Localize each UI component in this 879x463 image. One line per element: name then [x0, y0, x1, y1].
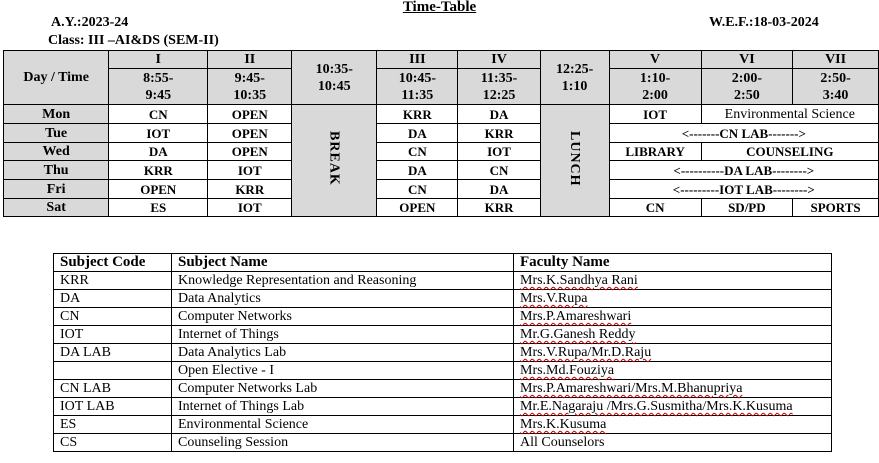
timetable-cell: SPORTS — [793, 199, 879, 217]
break-label: BREAK — [326, 131, 342, 186]
timetable-cell: OPEN — [377, 199, 458, 217]
day-time-header: Day / Time — [4, 51, 109, 105]
day-label: Thu — [4, 161, 109, 180]
subject-code: DA — [54, 290, 172, 308]
lab-cell: <-------CN LAB-------> — [609, 124, 878, 143]
subject-code — [54, 362, 172, 380]
lab-cell: <---------IOT LAB--------> — [609, 180, 878, 199]
subject-name: Internet of Things — [172, 326, 514, 344]
faculty-name: Mrs.V.Rupa/Mr.D.Raju — [514, 344, 832, 362]
timetable-cell: IOT — [609, 105, 701, 124]
timetable-cell: CN — [377, 180, 458, 199]
timetable-cell: KRR — [458, 124, 540, 143]
class-label: Class: III –AI&DS (SEM-II) — [48, 33, 219, 48]
period-number: I — [109, 51, 208, 69]
timetable-cell: DA — [458, 180, 540, 199]
lunch-label: LUNCH — [567, 130, 583, 187]
day-label: Tue — [4, 124, 109, 143]
period-number: IV — [458, 51, 540, 69]
faculty-name: Mrs.K.Sandhya Rani — [514, 272, 832, 290]
timetable-cell: ES — [109, 199, 208, 217]
period-time: 9:45- 10:35 — [208, 69, 292, 105]
day-label: Mon — [4, 105, 109, 124]
table-row — [54, 416, 832, 434]
period-time: 8:55- 9:45 — [109, 69, 208, 105]
period-time: 2:00- 2:50 — [701, 69, 793, 105]
timetable-cell: OPEN — [208, 105, 292, 124]
period-number: VI — [701, 51, 793, 69]
subject-name: Environmental Science — [172, 416, 514, 434]
table-row — [54, 326, 832, 344]
column-header: Faculty Name — [514, 254, 832, 272]
subject-name: Data Analytics Lab — [172, 344, 514, 362]
effective-date: W.E.F.:18-03-2024 — [709, 15, 819, 30]
lunch-time: 12:25- 1:10 — [540, 51, 609, 105]
timetable-cell: KRR — [458, 199, 540, 217]
subject-table — [53, 253, 832, 452]
timetable-cell: CN — [609, 199, 701, 217]
timetable-cell: CN — [458, 161, 540, 180]
table-row — [54, 344, 832, 362]
period-time: 11:35- 12:25 — [458, 69, 540, 105]
timetable-cell: KRR — [208, 180, 292, 199]
period-time: 2:50- 3:40 — [793, 69, 879, 105]
timetable-cell: IOT — [208, 199, 292, 217]
subject-name: Computer Networks — [172, 308, 514, 326]
faculty-name: Mrs.P.Amareshwari/Mrs.M.Bhanupriya — [514, 380, 832, 398]
subject-name: Internet of Things Lab — [172, 398, 514, 416]
break-column — [292, 105, 377, 217]
academic-year: A.Y.:2023-24 — [51, 15, 129, 30]
faculty-name: All Counselors — [514, 434, 832, 452]
faculty-name: Mr.G.Ganesh Reddy — [514, 326, 832, 344]
table-row — [54, 290, 832, 308]
subject-code: ES — [54, 416, 172, 434]
timetable-cell: COUNSELING — [701, 143, 878, 161]
table-row — [54, 272, 832, 290]
timetable-cell: LIBRARY — [609, 143, 701, 161]
faculty-name: Mr.E.Nagaraju /Mrs.G.Susmitha/Mrs.K.Kusuma — [514, 398, 832, 416]
timetable-cell: CN — [109, 105, 208, 124]
subject-code: DA LAB — [54, 344, 172, 362]
timetable-cell: Environmental Science — [701, 105, 878, 124]
timetable-cell: OPEN — [109, 180, 208, 199]
day-label: Sat — [4, 199, 109, 217]
page-title: Time-Table — [402, 0, 477, 15]
period-number: VII — [793, 51, 879, 69]
lab-cell: <----------DA LAB--------> — [609, 161, 878, 180]
timetable-cell: KRR — [377, 105, 458, 124]
subject-name: Open Elective - I — [172, 362, 514, 380]
period-time: 1:10- 2:00 — [609, 69, 701, 105]
timetable-cell: IOT — [208, 161, 292, 180]
subject-table-header — [54, 254, 832, 272]
period-number: V — [609, 51, 701, 69]
table-row — [54, 398, 832, 416]
timetable-cell: DA — [458, 105, 540, 124]
table-row — [54, 362, 832, 380]
table-row — [54, 434, 832, 452]
period-number: III — [377, 51, 458, 69]
timetable-cell: DA — [377, 124, 458, 143]
faculty-name: Mrs.Md.Fouziya — [514, 362, 832, 380]
subject-code: CN — [54, 308, 172, 326]
period-number: II — [208, 51, 292, 69]
timetable-cell: CN — [377, 143, 458, 161]
timetable — [3, 50, 879, 217]
timetable-cell: OPEN — [208, 124, 292, 143]
timetable-cell: IOT — [458, 143, 540, 161]
faculty-name: Mrs.V.Rupa — [514, 290, 832, 308]
subject-code: KRR — [54, 272, 172, 290]
faculty-name: Mrs.K.Kusuma — [514, 416, 832, 434]
subject-code: IOT LAB — [54, 398, 172, 416]
period-time: 10:45- 11:35 — [377, 69, 458, 105]
subject-name: Counseling Session — [172, 434, 514, 452]
timetable-cell: OPEN — [208, 143, 292, 161]
break-time: 10:35- 10:45 — [292, 51, 377, 105]
day-label: Fri — [4, 180, 109, 199]
table-row — [54, 380, 832, 398]
timetable-cell: DA — [377, 161, 458, 180]
timetable-cell: KRR — [109, 161, 208, 180]
subject-code: CS — [54, 434, 172, 452]
faculty-name: Mrs.P.Amareshwari — [514, 308, 832, 326]
subject-code: CN LAB — [54, 380, 172, 398]
timetable-cell: SD/PD — [701, 199, 793, 217]
subject-name: Computer Networks Lab — [172, 380, 514, 398]
day-label: Wed — [4, 143, 109, 161]
subject-code: IOT — [54, 326, 172, 344]
subject-name: Knowledge Representation and Reasoning — [172, 272, 514, 290]
timetable-cell: DA — [109, 143, 208, 161]
table-row — [54, 308, 832, 326]
column-header: Subject Code — [54, 254, 172, 272]
subject-name: Data Analytics — [172, 290, 514, 308]
column-header: Subject Name — [172, 254, 514, 272]
timetable-cell: IOT — [109, 124, 208, 143]
lunch-column — [540, 105, 609, 217]
